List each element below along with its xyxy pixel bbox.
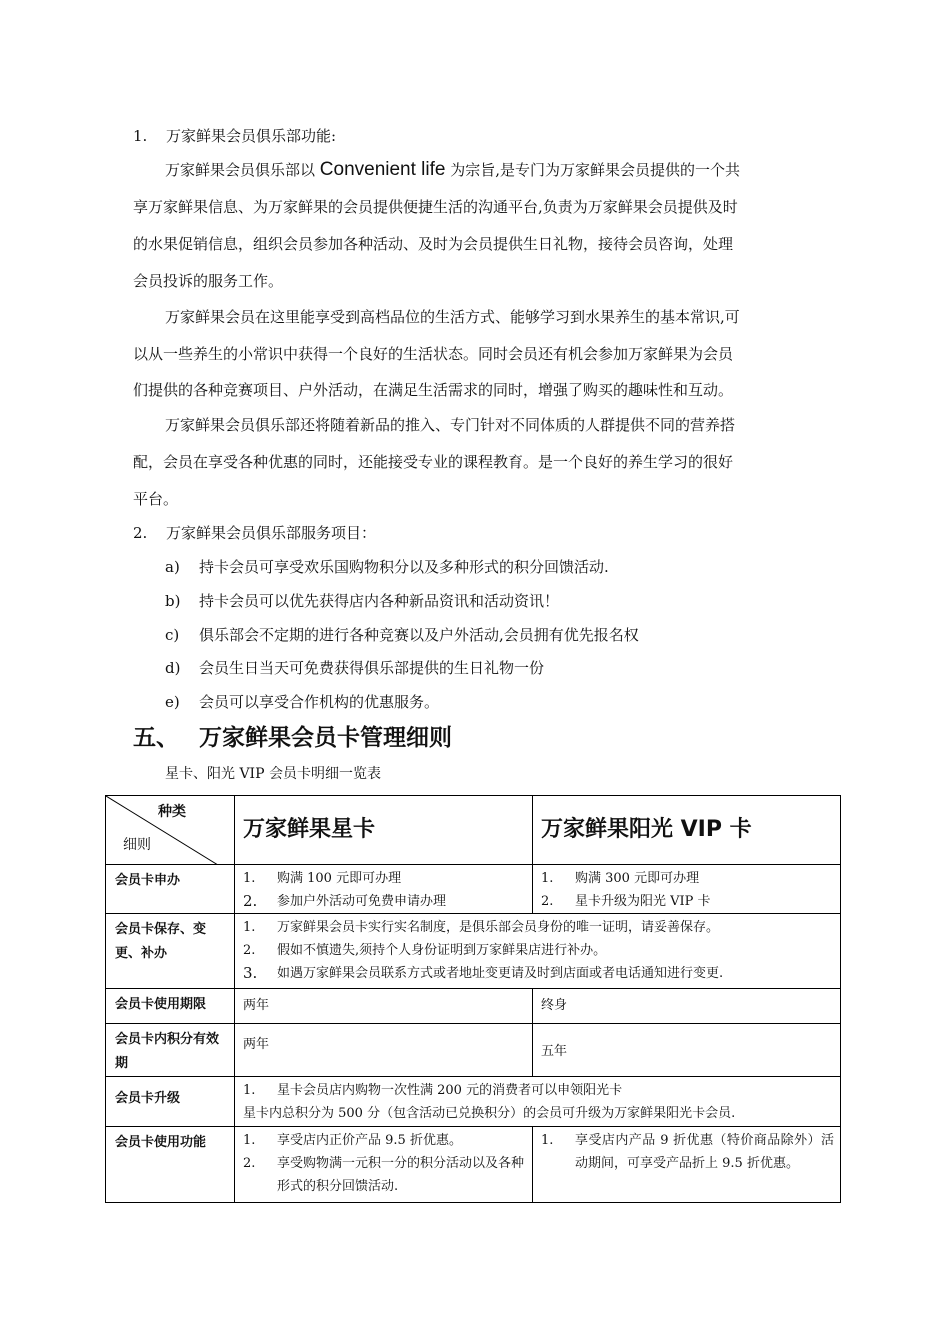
para1-line2: 享万家鲜果信息、为万家鲜果的会员提供便捷生活的沟通平台,负责为万家鲜果会员提供及时 bbox=[133, 198, 738, 216]
list-item: 持卡会员可以优先获得店内各种新品资讯和活动资讯！ bbox=[199, 592, 560, 610]
table-row bbox=[106, 1077, 841, 1127]
item-number: 1. bbox=[243, 871, 256, 886]
list-item: 俱乐部会不定期的进行各种竞赛以及户外活动,会员拥有优先报名权 bbox=[199, 626, 639, 644]
item-text: 参加户外活动可免费申请办理 bbox=[277, 894, 447, 909]
para3-line3: 平台。 bbox=[133, 490, 179, 508]
item-text: 星卡会员店内购物一次性满 200 元的消费者可以申领阳光卡 bbox=[277, 1083, 623, 1098]
para1-line1 bbox=[165, 160, 740, 180]
corner-cell bbox=[106, 796, 235, 865]
section1-title: 万家鲜果会员俱乐部功能: bbox=[166, 127, 337, 145]
item-text: 假如不慎遗失,须持个人身份证明到万家鲜果店进行补办。 bbox=[277, 943, 607, 958]
item-text: 星卡内总积分为 500 分（包含活动已兑换积分）的会员可升级为万家鲜果阳光卡会员. bbox=[243, 1106, 736, 1121]
row-head-keep-change: 会员卡保存、变更、补办 bbox=[106, 914, 235, 989]
item-text: 星卡升级为阳光 VIP 卡 bbox=[575, 894, 711, 909]
para3-line2: 配，会员在享受各种优惠的同时，还能接受专业的课程教育。是一个良好的养生学习的很好 bbox=[133, 453, 734, 471]
list-item: 持卡会员可享受欢乐国购物积分以及多种形式的积分回馈活动. bbox=[199, 558, 609, 576]
para1-text-a: 万家鲜果会员俱乐部以 bbox=[165, 161, 320, 179]
para3-line1: 万家鲜果会员俱乐部还将随着新品的推入、专门针对不同体质的人群提供不同的营养搭 bbox=[165, 416, 736, 434]
item-number: 1. bbox=[243, 920, 256, 935]
list-marker: b) bbox=[165, 592, 181, 610]
section5-heading bbox=[133, 722, 452, 754]
col-sunshine-vip-card: 万家鲜果阳光 VIP 卡 bbox=[533, 796, 841, 865]
row-head-points-validity: 会员卡内积分有效期 bbox=[106, 1024, 235, 1077]
table-row bbox=[106, 914, 841, 989]
item-number: 2. bbox=[243, 1156, 256, 1171]
item-number: 3. bbox=[243, 964, 258, 982]
col-star-card: 万家鲜果星卡 bbox=[235, 796, 533, 865]
para1-text-c: 为宗旨,是专门为万家鲜果会员提供的一个共 bbox=[445, 161, 741, 179]
section5-title: 万家鲜果会员卡管理细则 bbox=[199, 725, 452, 751]
table-row bbox=[106, 1127, 841, 1203]
functions-vip bbox=[533, 1127, 841, 1203]
item-text: 如遇万家鲜果会员联系方式或者地址变更请及时到店面或者电话通知进行变更. bbox=[277, 966, 724, 981]
item-number: 2. bbox=[243, 943, 256, 958]
list-marker: a) bbox=[165, 558, 180, 576]
section2-title: 万家鲜果会员俱乐部服务项目： bbox=[166, 524, 377, 542]
table-row bbox=[106, 989, 841, 1024]
para2-line2: 以从一些养生的小常识中获得一个良好的生活状态。同时会员还有机会参加万家鲜果为会员 bbox=[133, 345, 734, 363]
item-number: 2. bbox=[541, 894, 554, 909]
membership-card-table bbox=[105, 795, 841, 1203]
corner-type-label: 种类 bbox=[158, 804, 186, 820]
item-number: 1. bbox=[541, 871, 554, 886]
item-number: 1. bbox=[243, 1133, 256, 1148]
item-number: 2. bbox=[243, 892, 258, 910]
row-head-apply: 会员卡申办 bbox=[106, 865, 235, 914]
points-validity-star: 两年 bbox=[235, 1024, 533, 1077]
item-text: 购满 300 元即可办理 bbox=[575, 871, 700, 886]
table-header-row bbox=[106, 796, 841, 865]
table-caption: 星卡、阳光 VIP 会员卡明细一览表 bbox=[165, 766, 381, 782]
list-marker: d) bbox=[165, 659, 181, 677]
section1-number: 1. bbox=[133, 127, 148, 145]
para2-line1: 万家鲜果会员在这里能享受到高档品位的生活方式、能够学习到水果养生的基本常识,可 bbox=[165, 308, 740, 326]
validity-star: 两年 bbox=[235, 989, 533, 1024]
upgrade-rules bbox=[235, 1077, 841, 1127]
item-text: 购满 100 元即可办理 bbox=[277, 871, 402, 886]
item-number: 1. bbox=[243, 1083, 256, 1098]
corner-rule-label: 细则 bbox=[123, 837, 151, 853]
para1-line3: 的水果促销信息，组织会员参加各种活动、及时为会员提供生日礼物，接待会员咨询，处理 bbox=[133, 235, 734, 253]
para1-motto: Convenient life bbox=[319, 159, 446, 180]
list-item: 会员可以享受合作机构的优惠服务。 bbox=[199, 693, 440, 711]
section2-number: 2. bbox=[133, 524, 148, 542]
row-head-functions: 会员卡使用功能 bbox=[106, 1127, 235, 1203]
apply-star bbox=[235, 865, 533, 914]
functions-star bbox=[235, 1127, 533, 1203]
list-marker: e) bbox=[165, 693, 180, 711]
row-head-upgrade: 会员卡升级 bbox=[106, 1077, 235, 1127]
list-item: 会员生日当天可免费获得俱乐部提供的生日礼物一份 bbox=[199, 659, 545, 677]
list-marker: c) bbox=[165, 626, 180, 644]
item-text: 享受店内产品 9 折优惠（特价商品除外）活动期间，可享受产品折上 9.5 折优惠。 bbox=[575, 1133, 834, 1171]
item-number: 1. bbox=[541, 1133, 554, 1148]
row-head-validity: 会员卡使用期限 bbox=[106, 989, 235, 1024]
item-text: 享受店内正价产品 9.5 折优惠。 bbox=[277, 1133, 462, 1148]
points-validity-vip: 五年 bbox=[533, 1024, 841, 1077]
para2-line3: 们提供的各种竞赛项目、户外活动，在满足生活需求的同时，增强了购买的趣味性和互动。 bbox=[133, 381, 734, 399]
item-text: 享受购物满一元积一分的积分活动以及各种形式的积分回馈活动. bbox=[277, 1156, 525, 1194]
item-text: 万家鲜果会员卡实行实名制度，是俱乐部会员身份的唯一证明，请妥善保存。 bbox=[277, 920, 720, 935]
apply-vip bbox=[533, 865, 841, 914]
section5-number: 五、 bbox=[133, 725, 179, 751]
table-row bbox=[106, 865, 841, 914]
table-row bbox=[106, 1024, 841, 1077]
validity-vip: 终身 bbox=[533, 989, 841, 1024]
para1-line4: 会员投诉的服务工作。 bbox=[133, 272, 284, 290]
keep-change-rules bbox=[235, 914, 841, 989]
